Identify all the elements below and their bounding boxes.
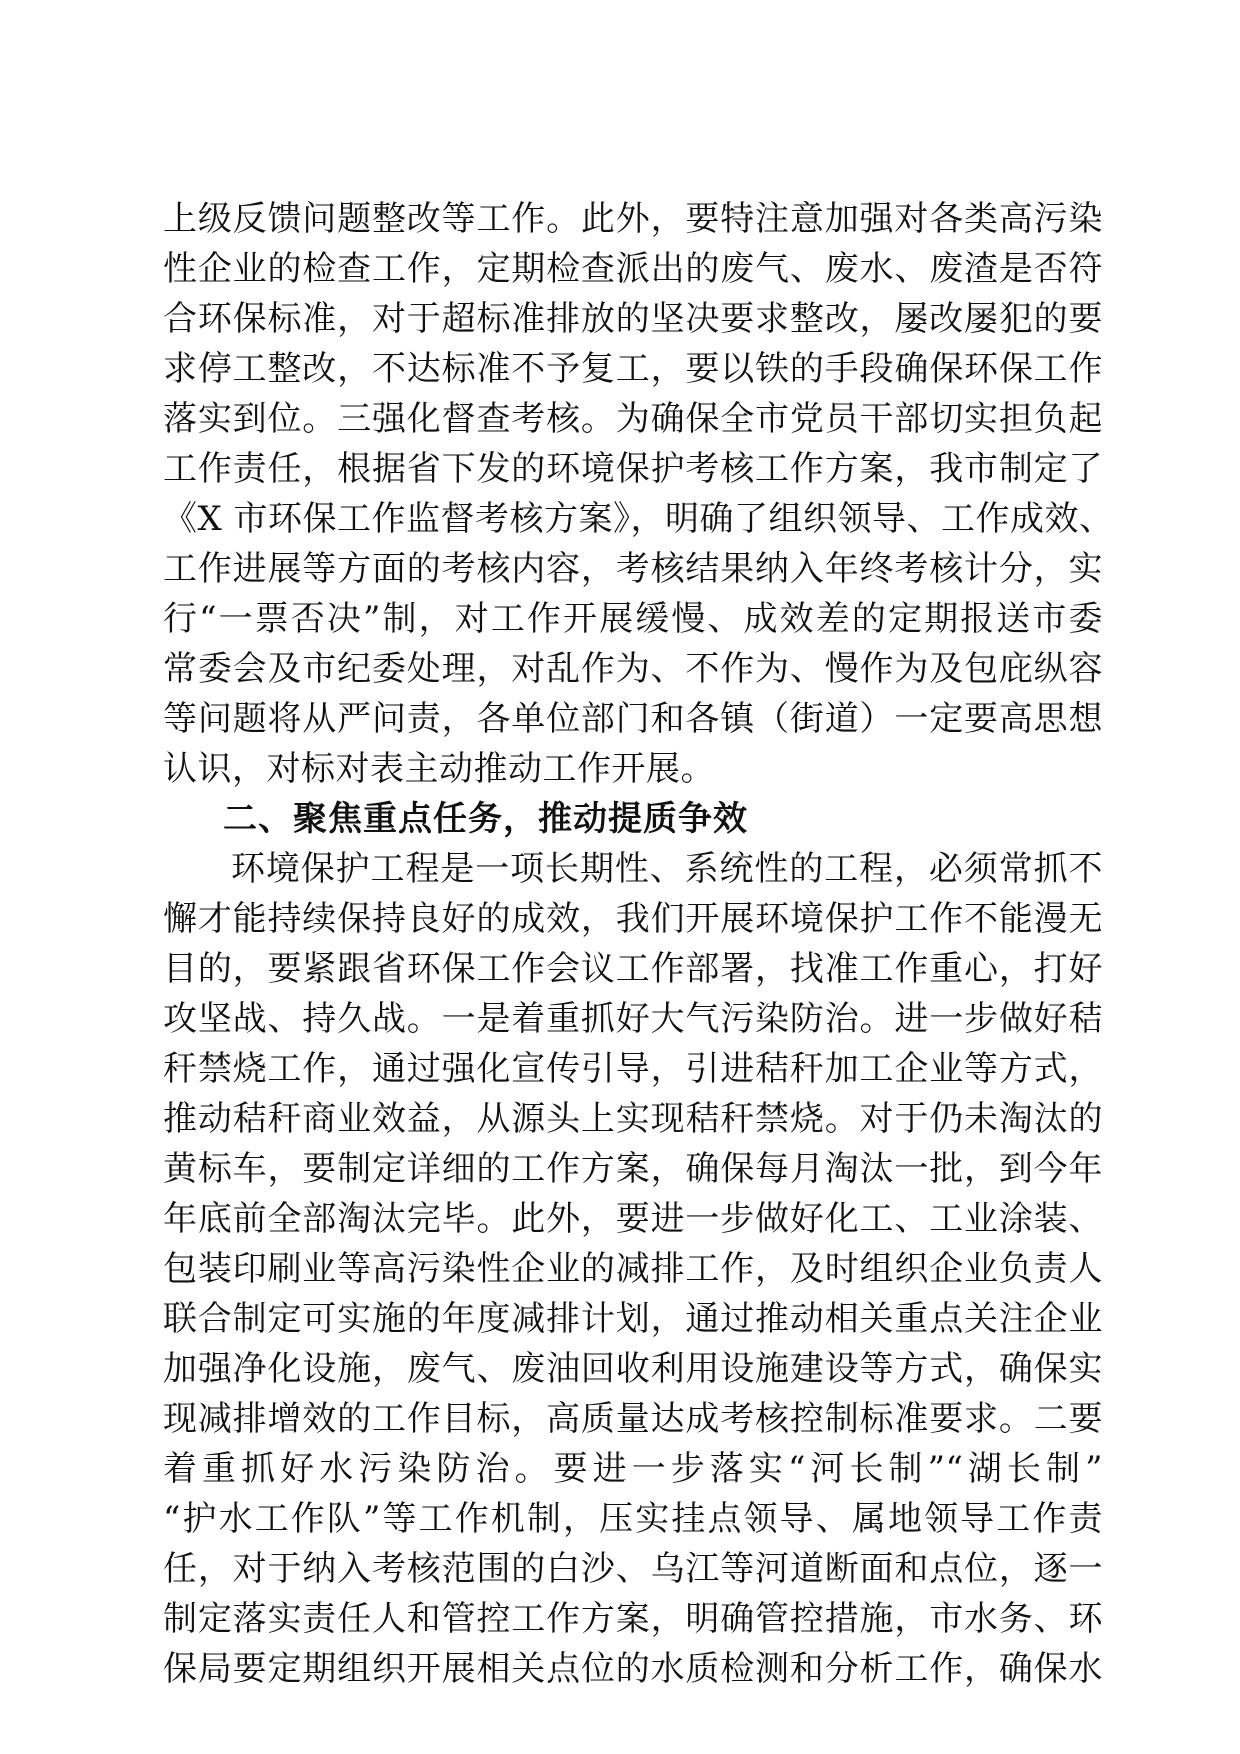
text-line: 《X 市环保工作监督考核方案》，明确了组织领导、工作成效、 (163, 499, 1114, 539)
text-line: 制定落实责任人和管控工作方案，明确管控措施，市水务、环 (163, 1599, 1103, 1639)
text-line: 落实到位。三强化督查考核。为确保全市党员干部切实担负起 (163, 399, 1103, 439)
text-line: 保局要定期组织开展相关点位的水质检测和分析工作，确保水 (163, 1649, 1103, 1689)
text-line: “护水工作队”等工作机制，压实挂点领导、属地领导工作责 (163, 1499, 1103, 1539)
text-line: 行“一票否决”制，对工作开展缓慢、成效差的定期报送市委 (163, 599, 1103, 639)
text-line: 包装印刷业等高污染性企业的减排工作，及时组织企业负责人 (163, 1249, 1103, 1289)
text-line: 环境保护工程是一项长期性、系统性的工程，必须常抓不 (231, 849, 1103, 889)
text-line: 秆禁烧工作，通过强化宣传引导，引进秸秆加工企业等方式， (163, 1049, 1103, 1089)
text-line: 攻坚战、持久战。一是着重抓好大气污染防治。进一步做好秸 (163, 999, 1103, 1039)
paragraph-1 (163, 194, 1114, 794)
text-line: 认识，对标对表主动推动工作开展。 (163, 749, 715, 789)
document-body (163, 194, 1114, 1694)
paragraph-2 (163, 844, 1103, 1694)
text-line: 任，对于纳入考核范围的白沙、乌江等河道断面和点位，逐一 (163, 1549, 1103, 1589)
text-line: 求停工整改，不达标准不予复工，要以铁的手段确保环保工作 (163, 349, 1103, 389)
section-heading: 二、聚焦重点任务，推动提质争效 (223, 799, 748, 839)
text-line: 着重抓好水污染防治。要进一步落实“河长制”“湖长制” (163, 1449, 1103, 1489)
text-line: 联合制定可实施的年度减排计划，通过推动相关重点关注企业 (163, 1299, 1103, 1339)
text-line: 加强净化设施，废气、废油回收利用设施建设等方式，确保实 (163, 1349, 1103, 1389)
text-line: 推动秸秆商业效益，从源头上实现秸秆禁烧。对于仍未淘汰的 (163, 1099, 1103, 1139)
text-line: 性企业的检查工作，定期检查派出的废气、废水、废渣是否符 (163, 249, 1103, 289)
text-line: 懈才能持续保持良好的成效，我们开展环境保护工作不能漫无 (163, 899, 1103, 939)
text-line: 工作进展等方面的考核内容，考核结果纳入年终考核计分，实 (163, 549, 1103, 589)
text-line: 合环保标准，对于超标准排放的坚决要求整改，屡改屡犯的要 (163, 299, 1103, 339)
text-line: 年底前全部淘汰完毕。此外，要进一步做好化工、工业涂装、 (163, 1199, 1103, 1239)
text-line: 现减排增效的工作目标，高质量达成考核控制标准要求。二要 (163, 1399, 1103, 1439)
text-line: 黄标车，要制定详细的工作方案，确保每月淘汰一批，到今年 (163, 1149, 1103, 1189)
text-line: 常委会及市纪委处理，对乱作为、不作为、慢作为及包庇纵容 (163, 649, 1103, 689)
text-line: 上级反馈问题整改等工作。此外，要特注意加强对各类高污染 (163, 199, 1103, 239)
text-line: 等问题将从严问责，各单位部门和各镇（街道）一定要高思想 (163, 699, 1103, 739)
text-line: 工作责任，根据省下发的环境保护考核工作方案，我市制定了 (163, 449, 1103, 489)
text-line: 目的，要紧跟省环保工作会议工作部署，找准工作重心，打好 (163, 949, 1103, 989)
